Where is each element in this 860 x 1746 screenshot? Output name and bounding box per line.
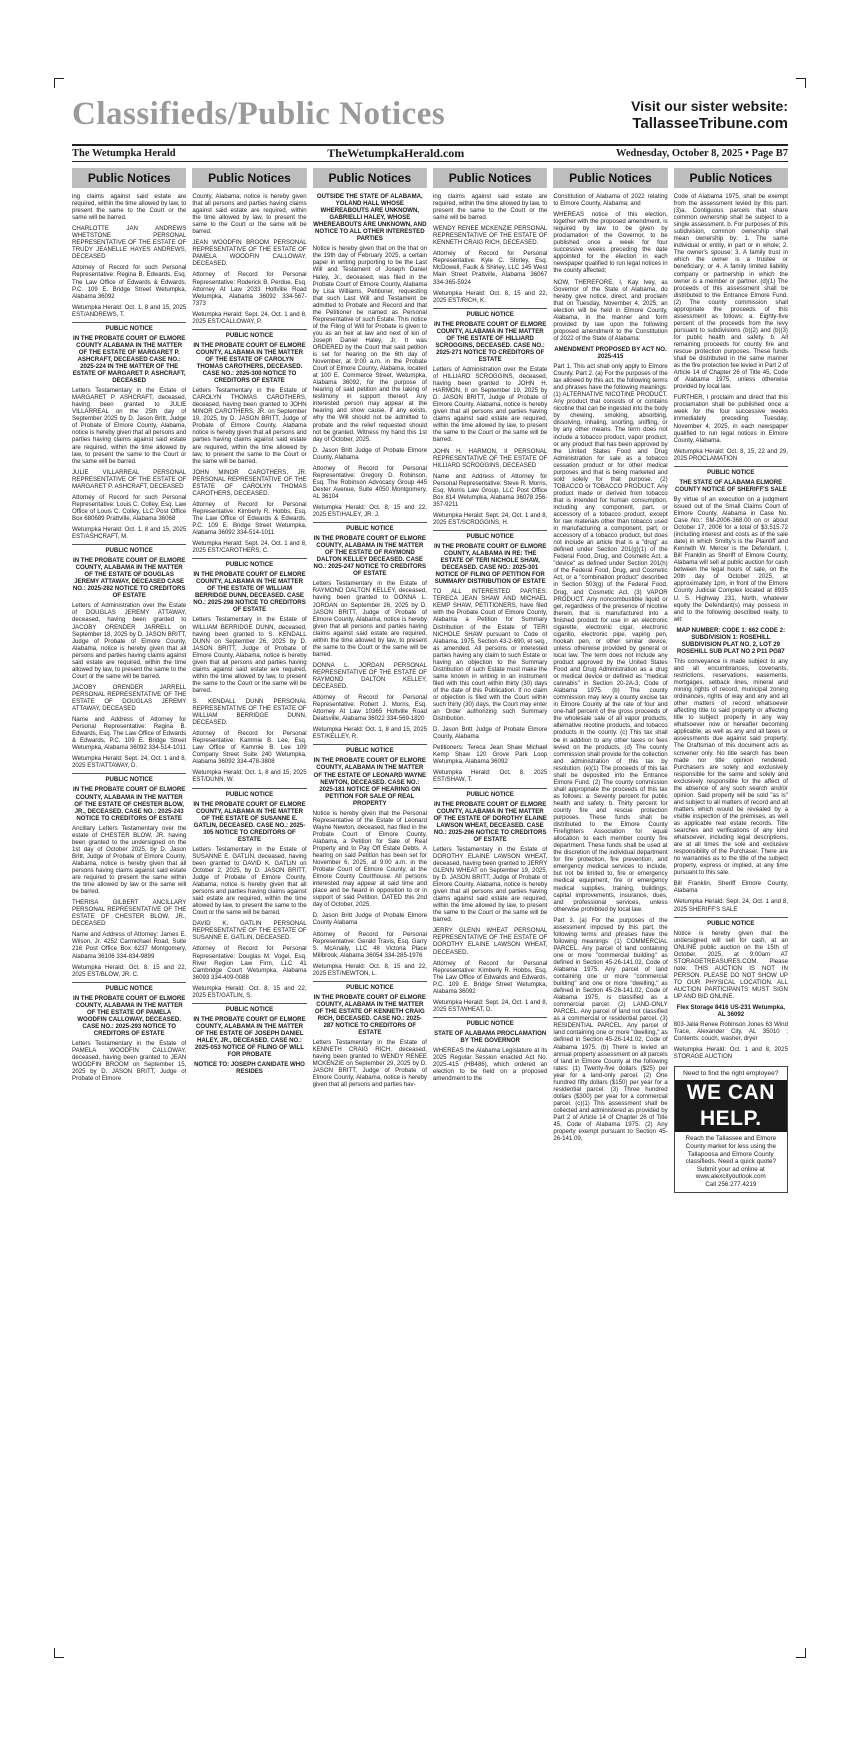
notice-paragraph: THERISA GILBERT ANCILLARY PERSONAL REPRESENTATIVE OF THE ESTATE OF CHESTER BLOW, JR., DECEASED xyxy=(72,899,187,928)
notice-paragraph: Wetumpka Herald: Oct. 1 and 8, 2025 STORAGE AUCTION xyxy=(673,1046,788,1061)
notice-paragraph: Ancillary Letters Testamentary over the estate of CHESTER BLOW, JR. having been granted to the undersigned on the 1st day of October 2025, by D. Jason Britt, Judge of Probate of Elmore County, Alabama, notice is hereby given that all persons having claims against said estate are required to present the same within the time allowed by law or the same will be barred. xyxy=(72,824,187,896)
notice-paragraph: D. Jason Britt Judge of Probate Elmore County Alabama xyxy=(312,912,427,927)
issue-date-page: Wednesday, October 8, 2025 • Page B7 xyxy=(615,148,788,159)
crop-mark-bottom-left xyxy=(54,1648,64,1658)
notice-title: STATE OF ALABAMA PROCLAMATION BY THE GOVERNOR xyxy=(434,1029,547,1044)
notice-heading: PUBLIC NOTICE xyxy=(433,530,547,540)
notice-paragraph: D. Jason Britt Judge of Probate Elmore County, Alabama xyxy=(312,446,427,461)
notice-heading: PUBLIC NOTICE xyxy=(72,773,186,783)
notice-paragraph: JEAN WOODFIN BROOM PERSONAL REPRESENTATIVE OF THE ESTATE OF PAMELA WOODFIN CALLOWAY, DECEASED. xyxy=(192,239,307,268)
notice-heading: PUBLIC NOTICE xyxy=(433,788,547,798)
notice-paragraph: Constitution of Alabama of 2022 relating to Elmore County, Alabama; and xyxy=(553,193,668,208)
notice-column-5 xyxy=(553,168,667,1638)
column-body xyxy=(553,193,667,1142)
notice-paragraph: Wetumpka Herald: Sept. 24, Oct. 1 and 8, 2025 SHERIFF'S SALE xyxy=(673,898,788,913)
notice-title: IN THE PROBATE COURT OF ELMORE COUNTY, ALABAMA IN THE MATTER OF THE ESTATE OF HILLIARD SCROGGINS, DECEASED. CASE NO.: 2025-271 NOTICE TO CREDITORS OF ESTATE xyxy=(434,320,547,363)
column-body xyxy=(313,193,427,1088)
notice-paragraph: Attorney of Record for Personal Representative: Roderick B. Perdue, Esq. Attorney At Law 2033 Holtville Road Wetumpka, Alabama 36092 334-567-7373 xyxy=(192,271,307,307)
notice-paragraph: Bill Franklin, Sheriff Elmore County, Alabama xyxy=(673,880,788,895)
notice-title: AMENDMENT PROPOSED BY ACT NO. 2025-415 xyxy=(554,345,667,360)
notice-heading: PUBLIC NOTICE xyxy=(313,981,427,991)
notice-paragraph: JOHN MINOR CAROTHERS, JR. PERSONAL REPRESENTATIVE OF THE ESTATE OF CAROLYN THOMAS CAROTHERS, DECEASED. xyxy=(192,468,307,497)
notice-paragraph: S. KENDALL DUNN PERSONAL REPRESENTATIVE OF THE ESTATE OF WILLIAM BERRIDGE DUNN, DECEASED. xyxy=(192,698,307,727)
notice-paragraph: Code of Alabama 1975, shall be exempt from the assessment levied by this part. (3)a. Contiguous parcels that share common ownership shall be subject to a single assessment. b. For purposes of this subdivision, common ownership shall mean ownership by: 1. The same individual or entity, in part or in whole; 2. The owner's spouse; 3. A family trust in which the owner is a trustee or beneficiary; or 4. A family limited liability company or partnership in which the owner is a member or partner. (d)(1) The proceeds of this assessment shall be distributed to the Entrance Elmore Fund. (2) The county commission shall appropriate the proceeds of this assessment as follows: a. Eighty-five percent of the proceeds from the levy pursuant to subdivisions (b)(2) and (b)(3) for public health and safety. b. All remaining proceeds for county fire and rescue protection purposes. These funds shall be distributed in the same manner as the fire protection fee levied in Part 2 of Article 14 of Chapter 26 of Title 45, Code of Alabama 1975, unless otherwise provided by local law. xyxy=(673,193,788,391)
notice-paragraph: Notice is hereby given that the undersigned will sell for cash, at an ONLINE public auction on the 15th of October, 2025, at 9:00am AT STORAGETREASURES.COM. Please note: THIS AUCTION IS NOT IN PERSON. PLEASE DO NOT SHOW UP TO OUR PHYSICAL LOCATION. ALL AUCTION PARTICIPANTS MUST SIGN UP AND BID ONLINE. xyxy=(673,929,788,1001)
crop-mark-bottom-right xyxy=(796,1648,806,1658)
notice-paragraph: JERRY GLENN WHEAT PERSONAL REPRESENTATIVE OF THE ESTATE OF DOROTHY ELAINE LAWSON WHEAT, DECEASED. xyxy=(432,927,548,956)
notice-paragraph: Wetumpka Herald: Oct. 1, 8 and 15, 2025 EST/ASHCRAFT, M. xyxy=(72,525,187,541)
notice-paragraph: NOW, THEREFORE, I, Kay Ivey, as Governor of the State of Alabama, do hereby give notice, direct, and proclaim that on Tuesday, November 4, 2025, an election will be held in Elmore County, Alabama, in the manner and form provided by law upon the following proposed amendment to the Constitution of 2022 of the State of Alabama: xyxy=(553,278,668,342)
notice-paragraph: Attorney of Record for Personal Representative: Kimberly R. Hobbs, Esq. The Law Office of Edwards & Edwards, P.C. 109 E. Bridge Street Wetumpka, Alabama 36092 334-514-1011 xyxy=(192,500,307,537)
notice-heading: PUBLIC NOTICE xyxy=(433,308,547,318)
column-header: Public Notices xyxy=(192,168,306,188)
notice-paragraph: This conveyance is made subject to any and all encumbrances, covenants, restrictions, reservations, easements, mortgages, setback lines, mineral and mining rights of record, municipal zoning ordinances, rights of way and any and all other matters of record whatsoever affecting title to said property or affecting title to subject property in any way whatsoever now or hereafter becoming applicable, as well as any and all taxes or assessments due against said property. The Draftsman of this document acts as scrivener only. No title search has been made nor title opinion rendered. Purchasers are solely and exclusively responsible for the same and solely and exclusively responsible for the affect of the absence of any such search and/or opinion. Said property will be sold "as is" and subject to all matters of record and all matters which would be revealed by a visible inspection of the premises, as well as applicable real estate records. Title searches and verifications of any kind whatsoever, including legal descriptions, are at all times the sole and exclusive responsibility of the Purchaser. There are no warranties as to the title of the subject property, express or implied, at any time pursuant to this sale. xyxy=(673,657,788,877)
notice-paragraph: Letters Testamentary in the Estate of SUSANNE E. GATLIN, deceased, having been granted to DAVID K. GATLIN on October 2, 2025, by D. JASON BRITT, Judge of Probate of Elmore County, Alabama, notice is hereby given that all persons and parties having claims against said estate are required, within the time allowed by law, to present the same to the Court or the same will be barred. xyxy=(192,845,307,917)
column-body xyxy=(674,193,788,1060)
notice-paragraph: WHEREAS notice of this election, together with the proposed amendment, is required by law to be given by proclamation of the Governor, to be published once a week for four successive weeks preceding the date appointed for the election in each newspaper qualified to run legal notices in the county affected; xyxy=(553,211,668,275)
ad-tagline: Need to find the right employee? xyxy=(683,1070,779,1078)
notice-title: IN THE PROBATE COURT OF ELMORE COUNTY, ALABAMA IN THE MATTER OF THE ESTATE OF PAMELA WOODFIN CALLOWAY, DECEASED. CASE NO.: 2025-293 NOTICE TO CREDITORS OF ESTATE xyxy=(73,994,186,1037)
notice-paragraph: Wetumpka Herald: Oct. 8, 2025 EST/SHAW, T. xyxy=(432,769,548,784)
sister-site-label: Visit our sister website: xyxy=(631,98,788,114)
ad-body-text: Reach the Tallassee and Elmore County market for less using the Tallapoosa and Elmore County classifieds. Need a quick quote? Submit your ad online at www.alexcityoutlook.com xyxy=(685,1135,777,1181)
notice-heading: PUBLIC NOTICE xyxy=(192,1003,306,1013)
notice-paragraph: Petitioners: Tereca Jean Shaw Michael Kemp Shaw 120 Grove Park Loop Wetumpka, Alabama 36092 xyxy=(432,744,548,766)
notice-title: IN THE PROBATE COURT OF ELMORE COUNTY ALABAMA IN THE MATTER OF THE ESTATE OF MARGARET P. ASHCRAFT, DECEASED CASE NO.: 2025-224 IN THE MATTER OF THE ESTATE OF MARGARET P. ASHCRAFT, DECEASED xyxy=(72,334,186,385)
notice-paragraph: Attorney of Record for Personal Representative: Kammie B. Lee, Esq. Law Office of Kammie B. Lee 109 Company Street Suite 240 Wetumpka, Alabama 36092 334-478-3808 xyxy=(192,730,307,766)
crop-mark-top-left xyxy=(54,78,64,88)
notice-paragraph: FURTHER, I proclaim and direct that this proclamation shall be published once a week for the four successive weeks immediately preceding Tuesday, November 4, 2025, in each newspaper qualified to run legal notices in Elmore County, Alabama. xyxy=(673,394,788,444)
notice-heading: PUBLIC NOTICE xyxy=(674,917,788,927)
notice-paragraph: TO ALL INTERESTED PARTIES: TERECA JEAN SHAW AND MICHAEL KEMP SHAW, PETITIONERS, have filed with the Probate Court of Elmore County, Alabama a Petition for Summary Distribution of the Estate of TERI NICHOLE SHAW pursuant to Code of Alabama, 1975, Section 43-2-690, et seq., as amended. All persons or interested parties having any claim to such Estate or having an objection to the Summary Distribution of such Estate must make the same known in writing in an instrument filed with this court within thirty (30) days of the date of this Publication. If no claim or objection is filed with the Court within such thirty (30) days, the Court may enter an Order authorizing such Summary Distribution. xyxy=(432,588,548,723)
notice-paragraph: Letters Testamentary in the Estate of PAMELA WOODFIN CALLOWAY, deceased, having been granted to JEAN WOODFIN BROOM on September 15, 2025 by D. JASON BRITT, Judge of Probate of Elmore xyxy=(72,1039,187,1083)
notice-paragraph: Letters of Administration over the Estate of HILLIARD SCROGGINS, deceased, having been granted to JOHN H. HARMON, II on September 19, 2025 by D. JASON BRITT, Judge of Probate of Elmore County, Alabama, notice is hereby given that all persons and parties having claims against said estate are required, within the time allowed by law, to present the same to the Court or the same will be barred. xyxy=(432,365,548,444)
notice-heading: PUBLIC NOTICE xyxy=(72,544,186,554)
notice-paragraph: Wetumpka Herald: Oct. 8, 15 and 22, 2025 EST/RICH, K. xyxy=(432,289,548,304)
notice-paragraph: JACOBY ORENDER JARRELL PERSONAL REPRESENTATIVE OF THE ESTATE OF DOUGLAS JEREMY ATTAWAY, DECEASED xyxy=(72,683,187,713)
masthead xyxy=(72,92,788,142)
sister-site-link[interactable]: TallasseeTribune.com xyxy=(632,115,788,132)
paper-name: The Wetumpka Herald xyxy=(72,148,176,159)
notice-title: Flex Storage 8416 US-231 Wetumpka, AL 36092 xyxy=(676,1004,785,1019)
notice-title: IN THE PROBATE COURT OF ELMORE COUNTY, ALABAMA IN RE: THE ESTATE OF TERI NICHOLE SHAW, DECEASED. CASE NO.: 2025-301 NOTICE OF FILING OF PETITION FOR SUMMARY DISTRIBUTION OF ESTATE xyxy=(434,543,547,586)
notice-heading: PUBLIC NOTICE xyxy=(192,329,306,339)
notice-paragraph: Wetumpka Herald: Oct. 8, 15 and 22, 2025 EST/NEWTON, L. xyxy=(312,962,427,977)
notice-paragraph: Name and Address of Attorney for Personal Representative: Regina B. Edwards, Esq. The Law Office of Edwards & Edwards, P.C. 109 E. Bridge Street Wetumpka, Alabama 36092 334-514-1011 xyxy=(72,716,187,752)
notice-paragraph: CHARLOTTE JAN ANDREWS WHETSTONE PERSONAL REPRESENTATIVE OF THE ESTATE OF TRUDY JEANELLE HAYES ANDREWS, DECEASED xyxy=(72,225,187,261)
notice-paragraph: Part 3. (a) For the purposes of the assessment imposed by this part, the following terms and phrases have the following meanings: (1) COMMERCIAL PARCEL. Any parcel of land containing one or more "commercial building" as defined in Section 45-26-141.02, Code of Alabama 1975. Any parcel of land containing one or more "commercial building" and one or more "dwelling," as defined in Section 45-26-141.02, Code of Alabama 1975, is classified as a commercial parcel. (2) LAND-ONLY PARCEL. Any parcel of land not classified as a commercial or residential parcel. (3) RESIDENTIAL PARCEL. Any parcel of land containing one or more "dwelling," as defined in Section 45-26-141.02, Code of Alabama 1975. (b) There is levied an annual property assessment on all parcels of land in Elmore County at the following rates: (1) Twenty-five dollars ($25) per year for a land-only parcel. (2) One hundred fifty dollars ($150) per year for a residential parcel. (3) Three hundred dollars ($300) per year for a commercial parcel. (c)(1) This assessment shall be collected and administered as provided by Part 2 of Article 14 of Chapter 26 of Title 45, Code of Alabama 1975. (2) Any property exempt pursuant to Section 45-26-141.09, xyxy=(553,916,668,1143)
notice-column-1 xyxy=(72,168,186,1638)
column-header: Public Notices xyxy=(433,168,547,188)
notice-title: IN THE PROBATE COURT OF ELMORE COUNTY, ALABAMA IN THE MATTER OF THE ESTATE OF LEONARD WAYNE NEWTON, DECEASED. CASE NO.: 2025-181 NOTICE OF HEARING ON PETITION FOR SALE OF REAL PROPERTY xyxy=(313,757,427,807)
folio-bar xyxy=(72,144,788,162)
notice-title: IN THE PROBATE COURT OF ELMORE COUNTY, ALABAMA IN THE MATTER OF THE ESTATE OF DOUGLAS JEREMY ATTAWAY, DECEASED CASE NO.: 2025-282 NOTICE TO CREDITORS OF ESTATE xyxy=(72,557,186,600)
notice-paragraph: Wetumpka Herald: Sept. 24, Oct. 1 and 8, 2025 EST/CAROTHERS, C. xyxy=(192,540,307,555)
notice-paragraph: Wetumpka Herald: Oct. 8, 15 and 22, 2025 EST/GATLIN, S. xyxy=(192,984,307,999)
notice-paragraph: Attorney of Record for Personal Representative: Gerald Travis, Esq. Garry S. McAnally, LLC 48 Victoria Place Millbrook, Alabama 36054 334-285-1976 xyxy=(312,930,427,959)
notice-paragraph: Wetumpka Herald: Oct. 1, 8 and 15, 2025 EST/KELLEY, R. xyxy=(312,726,427,741)
notice-paragraph: Wetumpka Herald: Sept. 24, Oct. 1 and 8, 2025 EST/WHEAT, D. xyxy=(432,998,548,1013)
notice-heading: PUBLIC NOTICE xyxy=(313,522,427,532)
notice-heading: PUBLIC NOTICE xyxy=(192,788,306,798)
notice-paragraph: Letters Testamentary in the Estate of CAROLYN THOMAS CAROTHERS, deceased, having been granted to JOHN MINOR CAROTHERS, JR. on September 19, 2025, by D. JASON BRITT, Judge of Probate of Elmore County, Alabama notice is hereby given that all persons and parties having claims against said estate are required, within the time allowed by law, to present the same to the Court or the same will be barred. xyxy=(192,387,307,465)
notice-paragraph: Wetumpka Herald: Oct. 8, 15 and 22, 2025 EST/HALEY, JR. J. xyxy=(312,503,427,519)
notice-paragraph: DAVID K. GATLIN PERSONAL REPRESENTATIVE OF THE ESTATE OF SUSANNE E. GATLIN, DECEASED. xyxy=(192,920,307,942)
notice-paragraph: D. Jason Britt Judge of Probate Elmore County, Alabama xyxy=(432,726,548,741)
column-header: Public Notices xyxy=(553,168,667,188)
notice-title: IN THE PROBATE COURT OF ELMORE COUNTY, ALABAMA IN THE MATTER OF THE ESTATE OF CAROLYN THOMAS CAROTHERS, DECEASED. CASE NO.: 2025-300 NOTICE TO CREDITORS OF ESTATE xyxy=(193,341,306,385)
notice-title: IN THE PROBATE COURT OF ELMORE COUNTY, ALABAMA IN THE MATTER OF THE ESTATE OF RAYMOND DALTON KELLEY DECEASED. CASE NO.: 2025-247 NOTICE TO CREDITORS OF ESTATE xyxy=(313,535,427,578)
column-header: Public Notices xyxy=(72,168,186,188)
section-title: Classifieds/Public Notices xyxy=(72,96,446,132)
notice-paragraph: Wetumpka Herald: Oct. 1, 8 and 15, 2025 EST/ANDREWS, T. xyxy=(72,303,187,318)
notice-paragraph: JOHN H. HARMON, II PERSONAL REPRESENTATIVE OF THE ESTATE OF HILLIARD SCROGGINS, DECEASED xyxy=(432,447,548,469)
notice-paragraph: Part 1. This act shall only apply to Elmore County. Part 2. (a) For the purposes of the tax allowed by this act, the following terms and phrases have the following meanings: (1) ALTERNATIVE NICOTINE PRODUCT. Any product that consists of or contains nicotine that can be ingested into the body by chewing, smoking, absorbing, dissolving, inhaling, snorting, sniffing, or by any other means. The term does not include a tobacco product, vapor product, or any product that has been approved by the United States Food and Drug Administration for sale as a tobacco cessation product or for other medical purposes and that is being marketed and sold solely for that purpose. (2) TOBACCO or TOBACCO PRODUCT. Any product made or derived from tobacco that is intended for human consumption, including any component, part, or accessory of a tobacco product, except for raw materials other than tobacco used in manufacturing a component, part, or accessory of a tobacco product, but does not include an article that is a "drug" as defined under Section 201(g)(1) of the Federal Food, Drug, and Cosmetic Act, a "device" as defined under Section 201(h) of the Federal Food, Drug, and Cosmetic Act, or a "combination product" described in Section 503(g) of the Federal Food, Drug, and Cosmetic Act. (3) VAPOR PRODUCT. Any noncombustible liquid or gel, regardless of the presence of nicotine therein, that is manufactured into a finished product for use in an electronic cigarette, electronic cigar, electronic cigarillo, electronic pipe, vaping pen, hookah pen, or other similar device, unless otherwise provided by general or local law. The term does not include any product approved by the United States Food and Drug Administration as a drug or medical device or defined as "medical cannabis" in Section 20-2A-3, Code of Alabama 1975. (b) The county commission may levy a county excise tax in Elmore County at the rate of four and one-half percent of the gross proceeds of the wholesale sale of all vapor products, alternative nicotine products, and tobacco products in the county. (c) This tax shall be in addition to any other taxes or fees levied on the products. (d) The county commission shall provide for the collection and administration of this tax by resolution. (e)(1) The proceeds of this tax shall be deposited into the Entrance Elmore Fund. (2) The county commission shall appropriate the proceeds of this tax as follows: a. Seventy percent for public health and safety. b. Thirty percent for county fire and rescue protection purposes. These funds shall be distributed to the Elmore County Firefighters Association for equal allocation to each member county fire department. These funds shall be used at the discretion of the individual department for fire protection, fire prevention, and emergency medical services to include, but not be limited to, fire or emergency medical equipment, fire or emergency medical supplies, training, buildings, capital improvements, insurance, dues, and professional services, unless otherwise prohibited by local law. xyxy=(553,363,668,913)
notice-heading: PUBLIC NOTICE xyxy=(313,744,427,754)
notice-paragraph: JULIE VILLARREAL PERSONAL REPRESENTATIVE OF THE ESTATE OF MARGARET P. ASHCRAFT, DECEASED xyxy=(72,468,187,490)
notice-heading: PUBLIC NOTICE xyxy=(433,1017,547,1027)
notice-paragraph: By virtue of an execution on a judgment issued out of the Small Claims Court of Elmore County, Alabama in Case No. Case No.: SM-2006-368.00 on or about October 17, 2006 for a total of $3,515.72 (including interest and costs as of the sale date) in which Smitty's is the Plaintiff and Kenneth W. Mercer is the Defendant, I, Bill Franklin as Sheriff of Elmore County, Alabama will sell at public auction for cash between the legal hours of sale, on the 20th day of October 2025, at approximately 1pm, in front of the Elmore County Judicial Complex located at 8935 U. S. Highway 231, North, whatever equity the Defendant(s) may possess in and to the following described realty, to wit: xyxy=(673,495,788,623)
notice-paragraph: Wetumpka Herald: Sept. 24, Oct. 1 and 8, 2025 EST/CALLOWAY, P. xyxy=(192,310,307,325)
ad-phone: Call 256.277.4219 xyxy=(705,1181,757,1188)
notice-paragraph: Wetumpka Herald: Oct. 8, 15 and 22, 2025 EST/BLOW, JR. C. xyxy=(72,963,187,978)
notice-paragraph: Wetumpka Herald: Oct. 1, 8 and 15, 2025 EST/DUNN, W. xyxy=(192,769,307,784)
ad-headline: WE CAN HELP. xyxy=(675,1080,787,1132)
column-body xyxy=(433,193,547,1082)
sister-site-promo xyxy=(631,98,788,132)
notice-paragraph: WENDY RENEE MCKENZIE PERSONAL REPRESENTATIVE OF THE ESTATE OF KENNETH CRAIG RICH, DECEASED. xyxy=(432,225,548,247)
notice-column-6 xyxy=(674,168,788,1638)
notice-title: OUTSIDE THE STATE OF ALABAMA, YOLAND HALL WHOSE WHEREABOUTS ARE UNKNOWN, GABRIELLI HALEY, WHOSE WHEREABOUTS ARE UNKNOWN, AND NOTICE TO ALL OTHER INTERESTED PARTIES xyxy=(313,193,427,243)
notice-paragraph: Wetumpka Herald: Oct. 8, 15, 22 and 29, 2025 PROCLAMATION xyxy=(673,447,788,462)
notice-paragraph: Letters of Administration over the Estate of DOUGLAS JEREMY ATTAWAY, deceased, having been granted to JACOBY ORENDER JARRELL on September 18, 2025 by D. JASON BRITT, Judge of Probate of Elmore County, Alabama, notice is hereby given that all persons and parties having claims against said estate are required, within the time allowed by law, to present the same to the Court or the same will be barred. xyxy=(72,602,187,680)
paper-website[interactable]: TheWetumpkaHerald.com xyxy=(327,146,465,160)
notice-paragraph: Name and Address of Attorney for Personal Representative: Steve R. Morris, Esq. Morris Law Group, LLC Post Office Box 814 Wetumpka, Alabama 36078 256-357-9211 xyxy=(432,472,548,508)
hiring-ad[interactable] xyxy=(674,1066,788,1193)
notice-title: IN THE PROBATE COURT OF ELMORE COUNTY, ALABAMA IN THE MATTER OF THE ESTATE OF JOSEPH DANIEL HALEY, JR., DECEASED. CASE NO.: 2025-053 NOTICE OF FILING OF WILL FOR PROBATE xyxy=(193,1015,306,1059)
notice-heading: PUBLIC NOTICE xyxy=(72,322,186,332)
notice-paragraph: Attorney of Record for such Personal Representative: Regina B. Edwards, Esq. The Law Office of Edwards & Edwards, P.C. 109 E. Bridge Street Wetumpka, Alabama 36092 xyxy=(72,264,187,300)
notice-paragraph: Letters Testamentary in the Estate of MARGARET P. ASHCRAFT, deceased, having been granted to JULIE VILLARREAL on the 25th day of September 2025 by D. Jason Britt, Judge of Probate of Elmore County, Alabama, notice is hereby given that all persons and parties having claims against said estate are required, within the time allowed by law, to present the same to the Court or the same will be barred. xyxy=(72,387,187,465)
column-body xyxy=(72,193,186,1082)
notice-paragraph: County, Alabama, notice is hereby given that all persons and parties having claims against said estate are required, within the time allowed by law, to present the same to the Court or the same will be barred. xyxy=(192,193,307,236)
notice-title: IN THE PROBATE COURT OF ELMORE COUNTY, ALABAMA IN THE MATTER OF THE ESTATE OF DOROTHY ELAINE LAWSON WHEAT, DECEASED. CASE NO.: 2025-296 NOTICE TO CREDITORS OF ESTATE xyxy=(433,800,547,843)
notice-heading: PUBLIC NOTICE xyxy=(72,982,186,992)
crop-mark-top-right xyxy=(796,78,806,88)
notice-heading: PUBLIC NOTICE xyxy=(192,558,306,568)
notice-title: NOTICE TO: JOSEPH CANIDATE WHO RESIDES xyxy=(194,1061,305,1076)
notice-title: THE STATE OF ALABAMA ELMORE COUNTY NOTICE OF SHERIFF'S SALE xyxy=(674,478,787,493)
notice-title: MAP NUMBER: CODE 1: 662 CODE 2: SUBDIVISION 1: ROSEHILL SUBDIVISION PLAT NO. 2, LOT 29 ROSEHILL SUB PLAT NO 2 P11 PG87 xyxy=(676,626,786,655)
notice-paragraph: Letters Testamentary in the Estate of WILLIAM BERRIDGE DUNN, deceased, having been granted to S. KENDALL DUNN on September 26, 2025 by D. JASON BRITT, Judge of Probate of Elmore County, Alabama, notice is hereby given that all persons and parties having claims against said estate are required, within the time allowed by law, to present the same to the Court or the same will be barred. xyxy=(192,616,307,694)
notice-paragraph: Notice is hereby given that the Personal Representative of the Estate of Leonard Wayne Newton, deceased, has filed in the Probate Court of Elmore County, Alabama, a Petition for Sale of Real Property and to Pay Off Estate Debts. A hearing on said Petition has been set for November 6, 2025, at 9:00 a.m. in the Probate Court of Elmore County, at the Elmore County Courthouse. All persons interested may appear at said time and place and be heard in opposition to or in support of said Petition. DATED this 2nd day of October, 2025. xyxy=(312,809,427,909)
notice-title: IN THE PROBATE COURT OF ELMORE COUNTY, ALABAMA IN THE MATTER OF THE ESTATE OF WILLIAM BERRIDGE DUNN, DECEASED. CASE NO.: 2025-298 NOTICE TO CREDITORS OF ESTATE xyxy=(193,571,306,614)
notice-paragraph: Attorney of Record for such Personal Representative: Louis C. Colley, Esq. Law Office of Louis C. Colley, LLC Post Office Box 680689 Prattville, Alabama 36068 xyxy=(72,493,187,522)
notice-paragraph: Attorney of Record for Personal Representative: Gregory D. Robinson, Esq. The Robinson Advocacy Group 445 Dexter Avenue, Suite 4050 Montgomery, AL 36104 xyxy=(312,464,427,500)
notice-paragraph: Wetumpka Herald: Sept. 24, Oct. 1 and 8, 2025 EST/SCROGGINS, H. xyxy=(432,511,548,526)
notice-column-4 xyxy=(433,168,547,1638)
notice-paragraph: ing claims against said estate are required, within the time allowed by law, to present the same to the Court or the same will be barred. xyxy=(432,193,548,222)
notice-title: IN THE PROBATE COURT OF ELMORE COUNTY, ALABAMA IN THE MATTER OF THE ESTATE OF CHESTER BLOW, JR., DECEASED. CASE NO.: 2025-243 NOTICE TO CREDITORS OF ESTATE xyxy=(73,786,186,822)
notice-column-2 xyxy=(192,168,306,1638)
notice-paragraph: Attorney of Record for Personal Representative: Kyle C. Shirley, Esq. McDowell, Faulk & Shirley, LLC 145 West Main Street Prattville, Alabama 36067 334-365-5924 xyxy=(432,250,548,286)
notice-paragraph: DONNA L. JORDAN PERSONAL REPRESENTATIVE OF THE ESTATE OF RAYMOND DALTON KELLEY, DECEASED. xyxy=(312,661,427,691)
notice-title: IN THE PROBATE COURT OF ELMORE COUNTY, ALABAMA IN THE MATTER OF THE ESTATE OF KENNETH CRAIG RICH, DECEASED. CASE NO.: 2025-287 NOTICE TO CREDITORS OF ESTATE xyxy=(313,993,426,1037)
notice-columns xyxy=(72,168,788,1638)
notice-paragraph: WHEREAS the Alabama Legislature at its 2025 Regular Session enacted Act No. 2025-415 (HB486), which ordered an election to be held on a proposed amendment to the xyxy=(432,1047,548,1083)
notice-paragraph: Name and Address of Attorney: James E. Wilson, Jr. 4252 Carmichael Road, Suite 216 Post Office Box 6237 Montgomery, Alabama 36106 334-834-9899 xyxy=(72,931,187,960)
notice-paragraph: ing claims against said estate are required, within the time allowed by law, to present the same to the Court or the same will be barred. xyxy=(72,193,187,222)
notice-title: IN THE PROBATE COURT OF ELMORE COUNTY, ALABAMA IN THE MATTER OF THE ESTATE OF SUSANNE E. GATLIN, DECEASED. CASE NO.: 2025-305 NOTICE TO CREDITORS OF ESTATE xyxy=(193,800,306,843)
notice-paragraph: Letters Testamentary in the Estate of KENNETH CRAIG RICH, deceased, having been granted to WENDY RENEE MCKENZIE on September 29, 2025 by D. JASON BRITT, Judge of Probate of Elmore County, Alabama, notice is hereby given that all persons and parties hav- xyxy=(312,1039,427,1089)
column-header: Public Notices xyxy=(674,168,788,188)
notice-paragraph: Attorney of Record for Personal Representative: Kimberly R. Hobbs, Esq. The Law Office of Edwards and Edwards, P.C. 109 E. Bridge Street Wetumpka, Alabama 36092 xyxy=(432,959,548,995)
notice-paragraph: Letters Testamentary in the Estate of RAYMOND DALTON KELLEY, deceased, having been granted to DONNA L. JORDAN on September 26, 2025 by D. JASON BRITT, Judge of Probate of Elmore County, Alabama, notice is hereby given that all persons and parties having claims against said estate are required, within the time allowed by law, to present the same to the Court or the same will be barred. xyxy=(312,580,427,658)
column-header: Public Notices xyxy=(313,168,427,188)
notice-paragraph: Attorney of Record for Personal Representative: Robert J. Morris, Esq. Attorney At Law 10365 Holtville Road Deatsville, Alabama 36022 334-569-1820 xyxy=(312,694,427,723)
notice-paragraph: 803-Jalia Renee Robinson Jones 63 Wind Trace, Alexander City, AL 35010 ; Contents: couch, washer, dryer xyxy=(673,1021,788,1043)
notice-paragraph: Letters Testamentary in the Estate of DOROTHY ELAINE LAWSON WHEAT, deceased, having been granted to JERRY GLENN WHEAT on September 19, 2025, by D. JASON BRITT, Judge of Probate of Elmore County, Alabama, notice is hereby given that all persons and parties having claims against said estate are required, within the time allowed by law, to present the same to the Court or the same will be barred. xyxy=(432,845,548,924)
notice-paragraph: Wetumpka Herald: Sept. 24, Oct. 1 and 8, 2025 EST/ATTAWAY, D. xyxy=(72,755,187,770)
notice-heading: PUBLIC NOTICE xyxy=(674,466,788,476)
notice-column-3 xyxy=(313,168,427,1638)
notice-paragraph: Notice is hereby given that on the that on the 19th day of February 2025, a certain paper in writing purporting to be the Last Will and Testament of Joseph Daniel Haley, Jr., deceased, was filed in the Probate Court of Elmore County, Alabama by Lisa Williams, Petitioner, requesting that such Last Will and Testament be admitted to Probate and Record and that the Petitioner be named as Personal Representative of such Estate. This notice of the Filing of Will for Probate is given to you as an heir at law and next of kin of Joseph Daniel Haley, Jr. It was ORDERED by the Court that said petition is set for hearing on the 6th day of November, at 9:00 a.m. in the Probate Court of Elmore County, Alabama, located at 100 E. Commerce Street, Wetumpka, Alabama 36092, for the purpose of hearing of said petition and the taking of testimony in support thereof. Any interested person may appear at the hearing and show cause, if any exists, why the Will should not be admitted to probate and the relief requested should not be granted. Witness my hand this 1st day of October, 2025. xyxy=(312,245,427,443)
notice-paragraph: Attorney of Record for Personal Representative: Douglas M. Vogel, Esq. River Region Law Firm, LLC 41 Cambridge Court Wetumpka, Alabama 36093 334-409-0088 xyxy=(192,945,307,981)
column-body xyxy=(192,193,306,1075)
